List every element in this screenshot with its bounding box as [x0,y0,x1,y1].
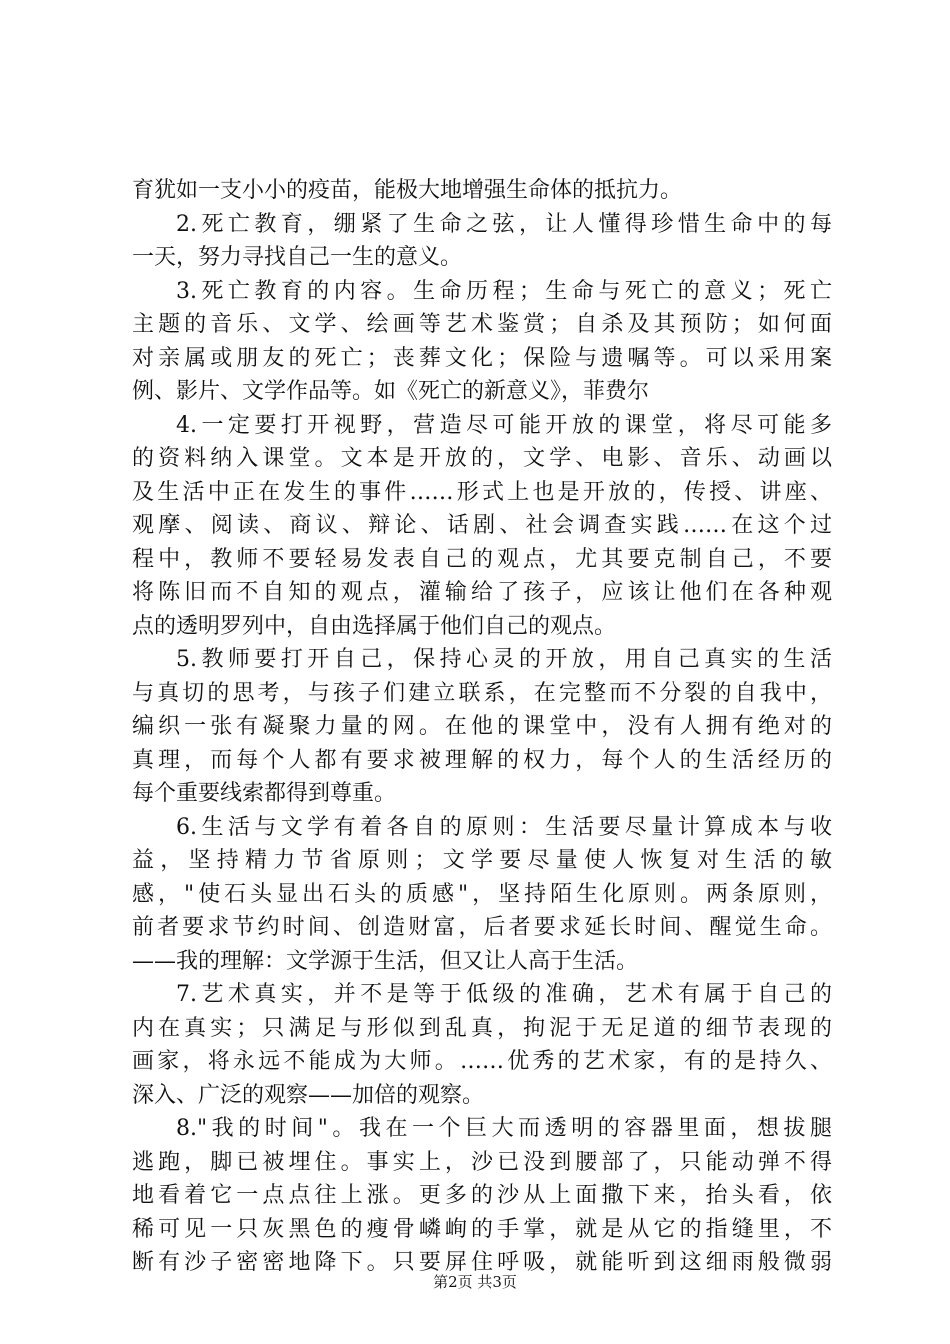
text-line: 前者要求节约时间、创造财富，后者要求延长时间、醒觉生命。 [132,915,832,940]
text-line: 3.死亡教育的内容。生命历程；生命与死亡的意义；死亡 [176,278,832,304]
text-line: 5.教师要打开自己，保持心灵的开放，用自己真实的生活 [176,647,832,672]
text-line: 的资料纳入课堂。文本是开放的，文学、电影、音乐、动画以 [132,446,832,471]
text-line: ——我的理解：文学源于生活，但又让人高于生活。 [132,948,639,974]
text-line: 一天，努力寻找自己一生的意义。 [132,245,463,270]
text-line: 对亲属或朋友的死亡；丧葬文化；保险与遗嘱等。可以采用案 [132,345,832,371]
text-line: 真理，而每个人都有要求被理解的权力，每个人的生活经历的 [132,747,832,773]
text-line: 编织一张有凝聚力量的网。在他的课堂中，没有人拥有绝对的 [132,714,832,739]
text-line: 8."我的时间"。我在一个巨大而透明的容器里面，想拔腿 [176,1116,832,1141]
text-line: 6.生活与文学有着各自的原则：生活要尽量计算成本与收 [176,814,832,840]
text-line: 逃跑，脚已被埋住。事实上，沙已没到腰部了，只能动弹不得 [132,1149,832,1175]
text-line: 2.死亡教育，绷紧了生命之弦，让人懂得珍惜生命中的每 [176,211,832,237]
text-line: 每个重要线索都得到尊重。 [132,781,397,806]
text-line: 点的透明罗列中，自由选择属于他们自己的观点。 [132,613,617,639]
text-line: 画家，将永远不能成为大师。……优秀的艺术家，有的是持久、 [132,1049,832,1074]
text-line: 将陈旧而不自知的观点，灌输给了孩子，应该让他们在各种观 [132,580,832,605]
text-line: 7.艺术真实，并不是等于低级的准确，艺术有属于自己的 [176,982,832,1007]
text-line: 观摩、阅读、商议、辩论、话剧、社会调查实践……在这个过 [132,513,832,538]
text-line: 感，"使石头显出石头的质感"，坚持陌生化原则。两条原则， [132,881,832,907]
text-line: 4.一定要打开视野，营造尽可能开放的课堂，将尽可能多 [176,412,832,438]
text-line: 稀可见一只灰黑色的瘦骨嶙峋的手掌，就是从它的指缝里，不 [132,1216,832,1242]
text-line: 程中，教师不要轻易发表自己的观点，尤其要克制自己，不要 [132,546,832,572]
text-line: 深入、广泛的观察——加倍的观察。 [132,1082,485,1108]
text-line: 主题的音乐、文学、绘画等艺术鉴赏；自杀及其预防；如何面 [132,312,832,337]
text-line: 育犹如一支小小的疫苗，能极大地增强生命体的抵抗力。 [132,178,683,203]
text-line: 例、影片、文学作品等。如《死亡的新意义》，菲费尔 [132,379,650,404]
text-line: 与真切的思考，与孩子们建立联系，在完整而不分裂的自我中， [132,680,832,706]
text-line: 内在真实；只满足与形似到乱真，拘泥于无足道的细节表现的 [132,1015,832,1041]
page-footer: 第2页 共3页 [433,1273,517,1291]
text-line: 及生活中正在发生的事件……形式上也是开放的，传授、讲座、 [132,479,832,505]
text-line: 益，坚持精力节省原则；文学要尽量使人恢复对生活的敏 [132,848,832,873]
body-text [132,174,832,1280]
text-line: 断有沙子密密地降下。只要屏住呼吸，就能听到这细雨般微弱 [132,1250,832,1275]
text-line: 地看着它一点点往上涨。更多的沙从上面撒下来，抬头看，依 [132,1183,832,1208]
